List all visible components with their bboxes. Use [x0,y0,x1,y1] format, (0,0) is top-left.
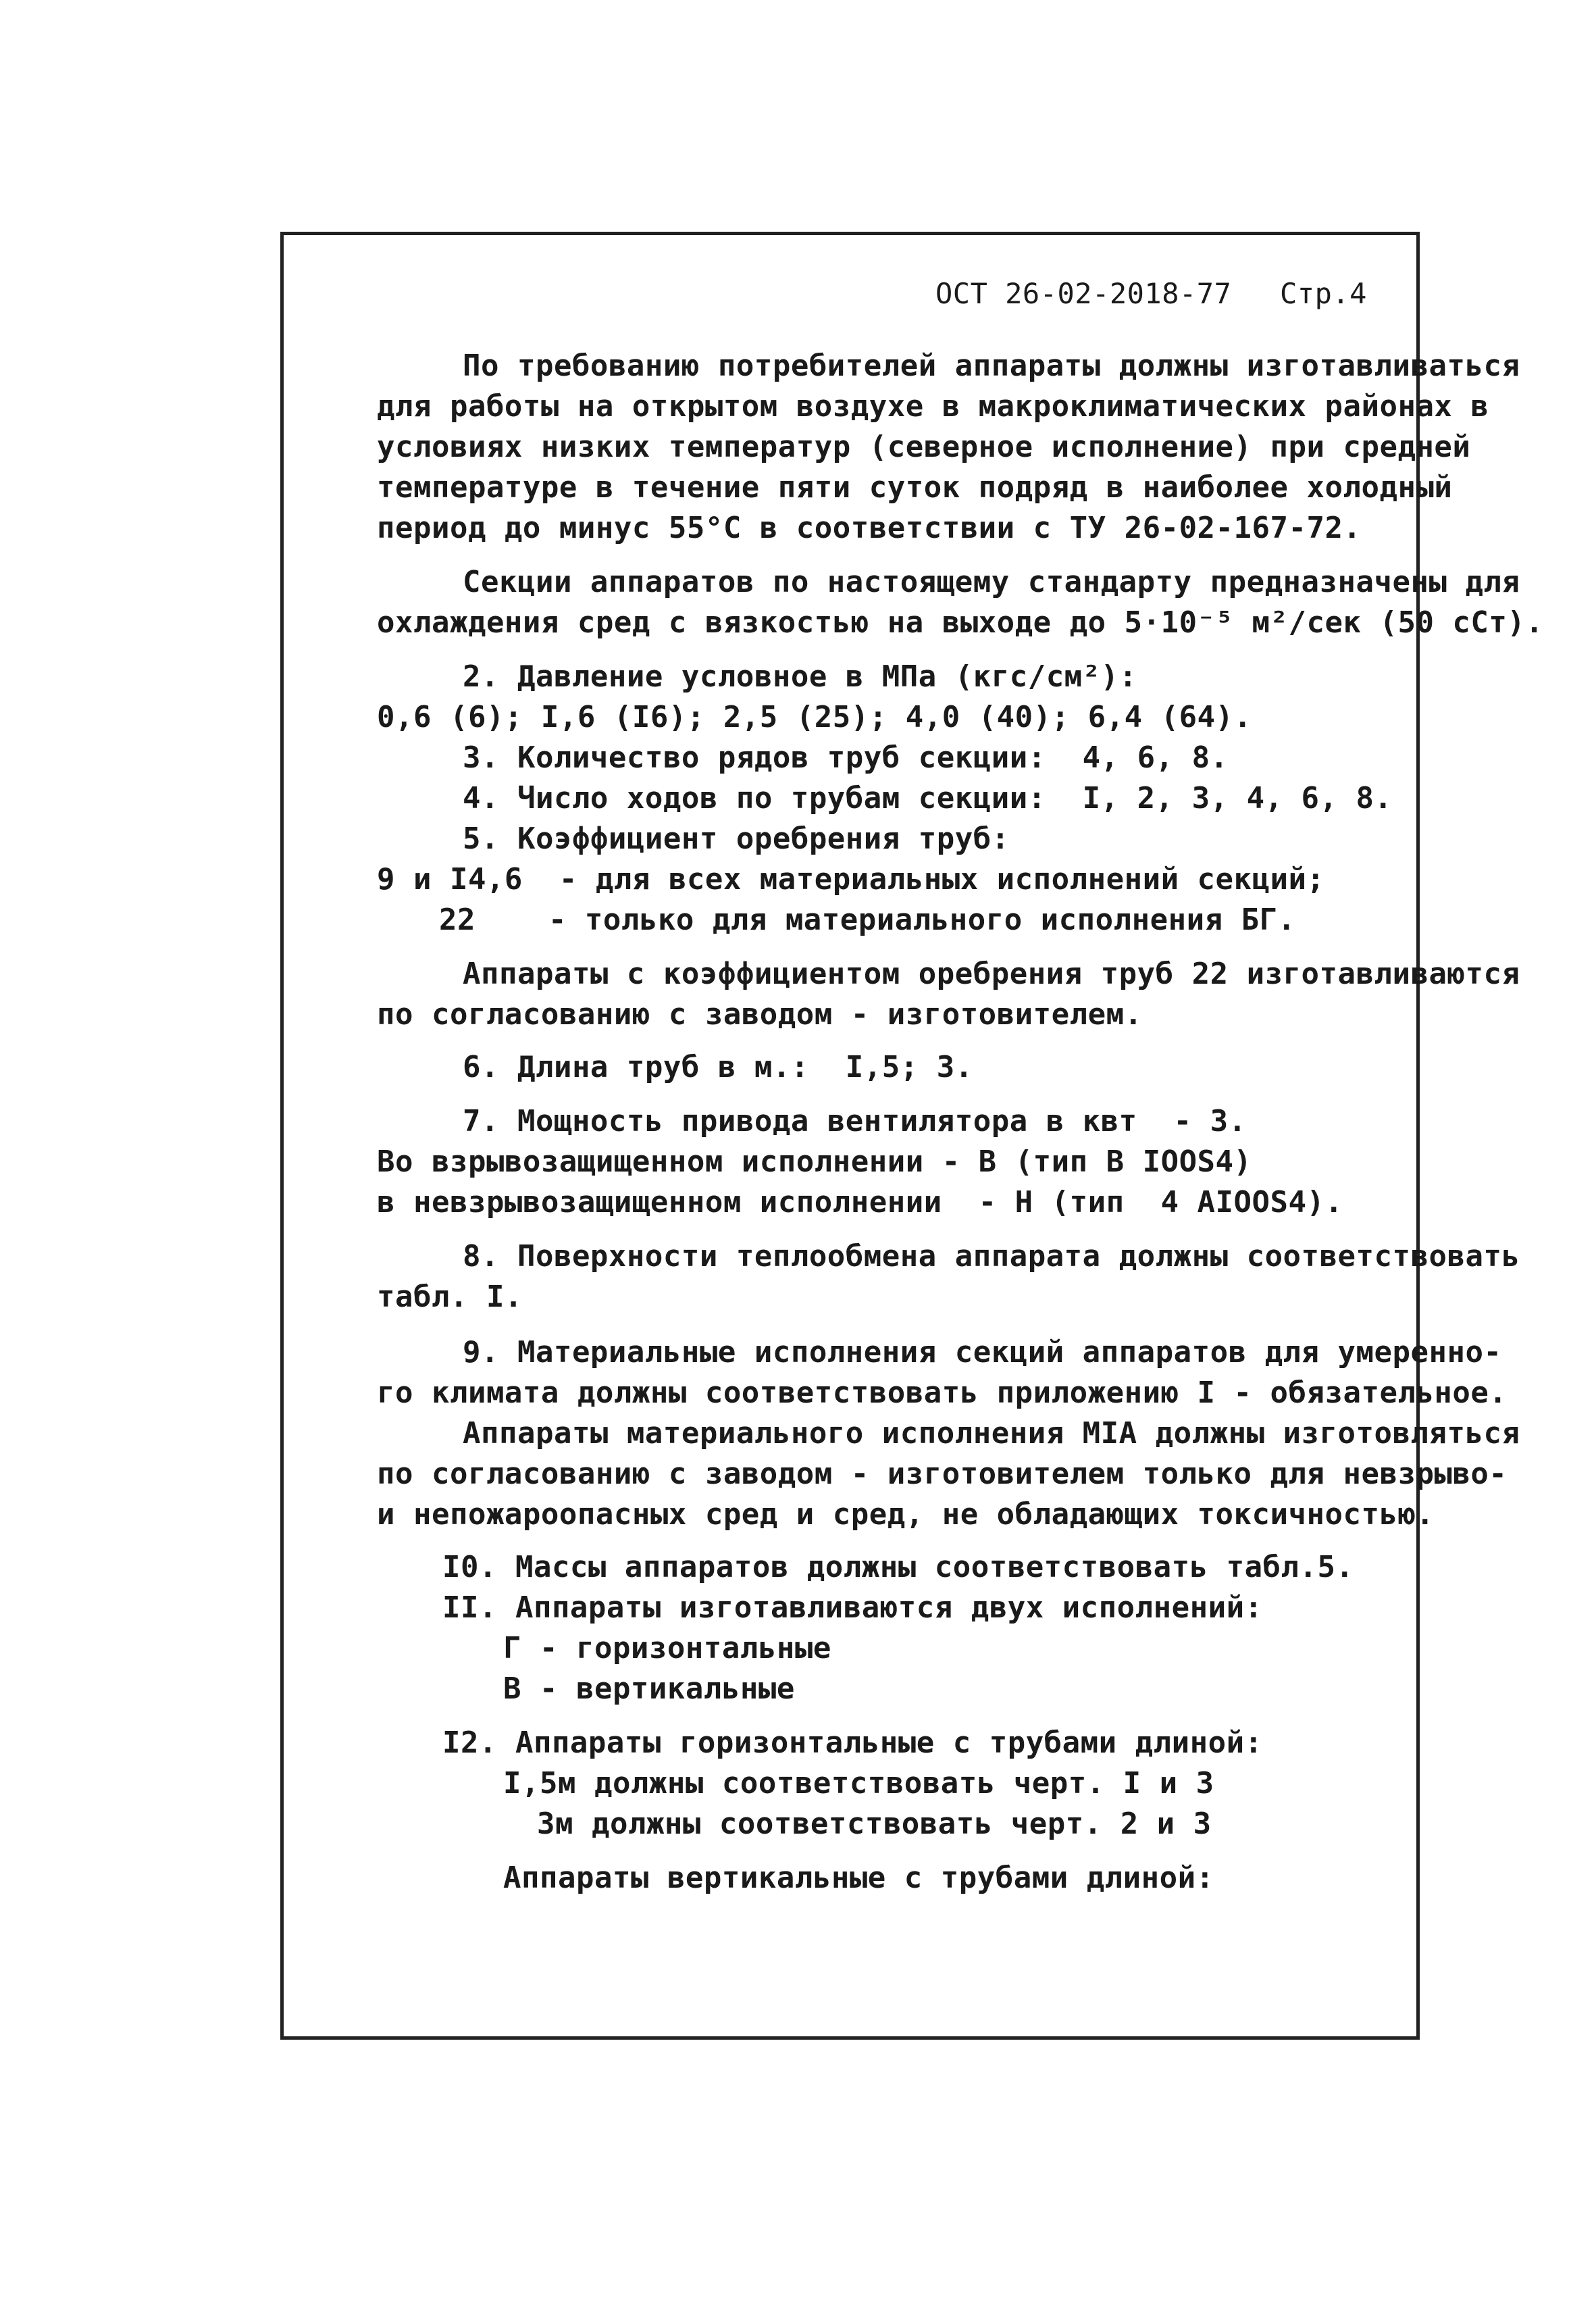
text-line: I,5м должны соответствовать черт. I и 3 [503,1766,1214,1801]
text-line: 3м должны соответствовать черт. 2 и 3 [537,1807,1212,1841]
text-line: 5. Коэффициент оребрения труб: [463,822,1010,856]
text-line: для работы на открытом воздухе в макроклиматических районах в [377,389,1489,424]
text-line: По требованию потребителей аппараты должны изготавливаться [463,349,1520,383]
text-line: табл. I. [377,1280,523,1314]
text-line: в невзрывозащищенном исполнении - Н (тип 4 AIOOS4). [377,1185,1343,1219]
text-line: 22 - только для материального исполнения БГ. [439,903,1296,937]
text-line: I0. Массы аппаратов должны соответствовать табл.5. [442,1550,1354,1584]
text-line: II. Аппараты изготавливаются двух исполнений: [442,1590,1263,1625]
text-line: 9 и I4,6 - для всех материальных исполнений секций; [377,862,1325,897]
text-line: 6. Длина труб в м.: I,5; 3. [463,1050,973,1084]
text-line: Г - горизонтальные [503,1631,831,1665]
document-id: ОСТ 26-02-2018-77 [935,277,1232,310]
text-line: Во взрывозащищенном исполнении - В (тип В IOOS4) [377,1145,1252,1179]
text-line: 2. Давление условное в МПа (кгс/см²): [463,659,1137,694]
text-line: охлаждения сред с вязкостью на выходе до 5·10⁻⁵ м²/сек (50 сСт). [377,605,1544,640]
text-line: по согласованию с заводом - изготовителем только для невзрыво- [377,1457,1508,1491]
text-line: В - вертикальные [503,1671,795,1706]
text-line: 7. Мощность привода вентилятора в квт - 3. [463,1104,1247,1138]
text-line: 3. Количество рядов труб секции: 4, 6, 8. [463,740,1229,775]
page-number: Стр.4 [1280,277,1367,310]
text-line: 0,6 (6); I,6 (I6); 2,5 (25); 4,0 (40); 6,4 (64). [377,700,1252,734]
text-line: температуре в течение пяти суток подряд в наиболее холодный [377,470,1453,505]
text-line: Аппараты вертикальные с трубами длиной: [503,1861,1214,1895]
text-line: и непожароопасных сред и сред, не обладающих токсичностью. [377,1497,1435,1532]
text-line: Аппараты материального исполнения МIА должны изготовляться [463,1416,1520,1451]
text-line: условиях низких температур (северное исполнение) при средней [377,430,1471,464]
text-line: 8. Поверхности теплообмена аппарата должны соответствовать [463,1239,1520,1274]
text-line: го климата должны соответствовать приложению I - обязательное. [377,1376,1508,1410]
text-line: 4. Число ходов по трубам секции: I, 2, 3, 4, 6, 8. [463,781,1393,815]
text-line: 9. Материальные исполнения секций аппаратов для умеренно- [463,1335,1502,1369]
text-line: Аппараты с коэффициентом оребрения труб 22 изготавливаются [463,957,1520,991]
text-line: I2. Аппараты горизонтальные с трубами длиной: [442,1726,1263,1760]
text-line: период до минус 55°С в соответствии с ТУ 26-02-167-72. [377,511,1362,545]
text-line: Секции аппаратов по настоящему стандарту предназначены для [463,565,1520,599]
text-line: по согласованию с заводом - изготовителем. [377,997,1143,1032]
